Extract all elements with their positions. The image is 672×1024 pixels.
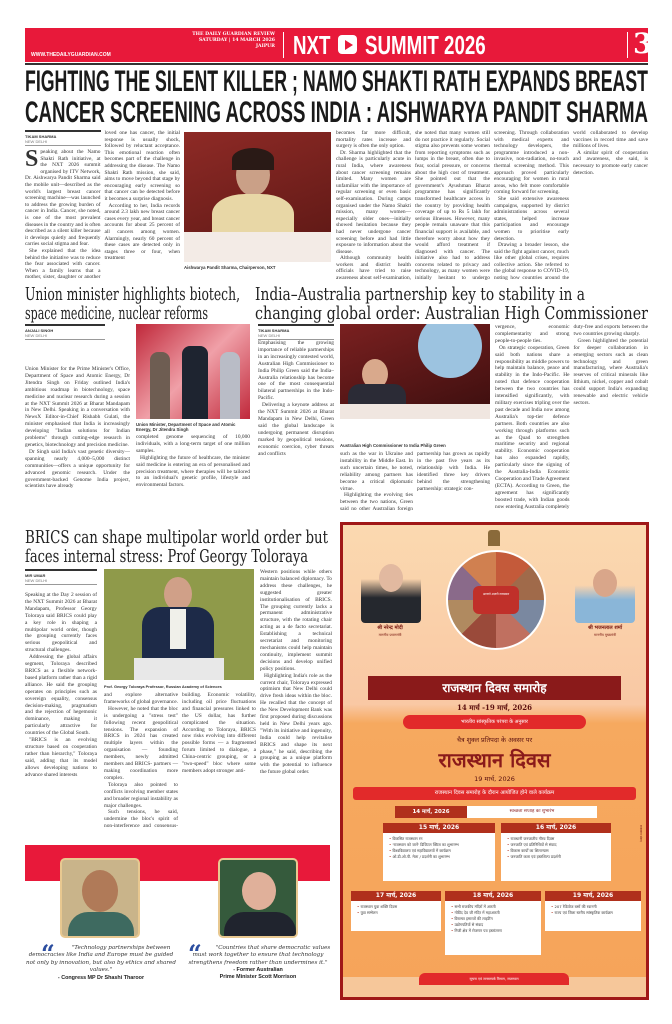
program-item: • जनजाति कला एवं हस्तशिल्प प्रदर्शनी — [507, 854, 605, 860]
rajasthan-diwas-advertisement[interactable] — [340, 522, 649, 1000]
byline — [25, 569, 97, 588]
divider — [627, 32, 628, 58]
paragraph: becomes far more difficult, mortality rates increase and surgery is often the only option. — [336, 130, 411, 150]
photo-caption: Aishwarya Pandit Sharma, Chairperson, NXT — [184, 265, 276, 270]
quote-text: "Countries that share democratic values must work together to ensure that technology strengthens freedom rather than undermines it." — [188, 945, 331, 966]
paragraph: Dr. Sharma highlighted that the challenge is particularly acute in rural India, where awareness about cancer screening remains limited. Many women are unfamiliar with the importance of regular screening or even basic self-examination. During camps organised under the Namo Shakti mission, many women—especially older ones—initially showed hesitation because they had never undergone cancer screening before and had little exposure to information about the disease. — [336, 149, 411, 255]
ad-side-text: राजस्थान संवाद — [639, 825, 643, 842]
australia-body-right — [495, 324, 648, 515]
quote-text: "Technology partnerships between democracies like India and Europe must be guided not only by innovation, but also by ethics and shared values." — [26, 945, 176, 974]
edition-city: JAIPUR — [255, 44, 275, 49]
brics-headline — [25, 528, 330, 566]
ad-tradition-pill: भारतीय सांस्कृतिक परंपरा के अनुसार — [403, 715, 586, 729]
photo-bhajanlal-sharma — [575, 565, 635, 623]
national-emblem-icon — [488, 530, 500, 546]
paragraph: According to her, India records around 2.3 lakh new breast cancer cases every year, and breast cancer accounts for about 25 percent of all cancers among women. Alarmingly, nearly 60 percent of these cases are detected only in stages three or four, when treatment — [104, 202, 180, 262]
byline — [25, 130, 101, 146]
quote-attribution: - Former Australian — [233, 967, 283, 974]
program-item: • 207 रेडियोज बसों की रवानगी — [551, 904, 635, 910]
author: ANJALI SINGH — [25, 328, 54, 333]
program-item: • राज्य एवं जिला स्तरीय सांस्कृतिक कार्यक्रम — [551, 910, 635, 916]
leader-title: माननीय प्रधानमंत्री — [378, 633, 402, 637]
author: TIKAM SHARMA — [258, 328, 290, 333]
masthead-banner — [25, 27, 653, 62]
photo-narendra-modi — [361, 560, 421, 623]
paragraph: Drawing a broader lesson, she said the fight against cancer, much like other global crises, requires collective action. She referred to the global response to COVID-19, noting how countries around the world collaborated to develop vaccines in record time and save millions of lives. — [494, 130, 648, 282]
dateline: NEW DELHI — [25, 333, 105, 340]
australia-body-left — [258, 340, 334, 514]
lead-headline — [25, 66, 648, 128]
headline-line: CANCER SCREENING ACROSS INDIA : AISHWARYA PANDIT SHARMA — [25, 96, 648, 129]
quote-mark-icon: “ — [188, 939, 202, 968]
paragraph: She said extensive awareness campaigns, supported by district administrations across several states, helped increase participation and encourage women to prioritise early detection. — [494, 195, 569, 242]
day-date: 14 मार्च, 2026 — [395, 806, 467, 818]
program-item: • सभी राजकीय मंदिरों में आरती — [451, 904, 535, 910]
play-logo-icon — [338, 35, 357, 54]
quote-attribution: Prime Minister Scott Morrison — [219, 974, 297, 981]
photo-jitendra-singh — [136, 324, 250, 419]
program-day-16 — [501, 823, 611, 881]
paragraph: Speaking at the Day 2 session of the NXT Summit 2026 at Bharat Mandapam, Professor Georgy Toloraya said BRICS could play a key role in shaping a multipolar world order, though the grouping currently faces serious geopolitical and structural challenges. — [25, 592, 97, 654]
brand-summit: SUMMIT 2026 — [365, 30, 486, 60]
photo-caption: Prof. Georgy Toloraya Professor, Russian Academy of Sciences — [104, 684, 222, 689]
ad-big-title: राजस्थान दिवस — [438, 748, 551, 772]
headline-line: Union minister highlights biotech, — [25, 284, 240, 305]
dateline: NEW DELHI — [25, 139, 101, 146]
photo-caption: Union Minister, Department of Space and Atomic Energy, Dr Jitendra Singh — [136, 422, 236, 432]
paragraph: On strategic cooperation, Green said both nations share a responsibility as middle powers to help maintain balance, peace and stability in the Indo-Pacific. He noted that defence cooperation between the two countries has intensified significantly, with military exercises tripling over the past decade and India now among Australia's top-tier defence partners. Both countries are also working through platforms such as the Quad to strengthen maritime security and regional stability. Economic cooperation has also expanded rapidly, particularly since the signing of the Australia-India Economic Cooperation and Trade Agreement (ECTA). According to Green, the agreement has significantly boosted trade, with Indian goods now entering Australia completely duty-free and exports between the two countries growing sharply. — [495, 324, 648, 510]
paragraph: However, he noted that the bloc is undergoing a "stress test" following recent geopolitical tensions. The expansion of BRICS in 2024 has created multiple layers within the organisation — founding members, newly admitted members and BRICS- partners — making coordination more complex. — [104, 705, 178, 781]
program-day-15 — [383, 823, 495, 881]
paragraph: Highlighting the future of healthcare, the minister said medicine is entering an era of personalised and precision treatment, where therapies will be tailored to an individual's genetic profile, lifestyle and environmental factors. — [136, 454, 250, 489]
quote-tharoor — [25, 939, 177, 982]
ad-big-date: 19 मार्च, 2026 — [474, 775, 515, 783]
paragraph: A similar spirit of cooperation and awareness, she said, is necessary to promote early cancer detection. — [573, 149, 648, 176]
headline-line: FIGHTING THE SILENT KILLER ; NAMO SHAKTI RATH EXPANDS BREAST — [25, 65, 648, 98]
byline — [25, 324, 105, 343]
day-event: स्वच्छता सप्ताह का शुभारंभ — [467, 806, 597, 818]
minister-body-below — [136, 434, 250, 514]
paragraph: Delivering a keynote address at the NXT Summit 2026 at Bharat Mandapam in New Delhi, Green said the global landscape is undergoing permanent disruption marked by geopolitical tensions, economic coercion, cyber threats and conflicts — [258, 402, 334, 457]
paragraph: She explained that the idea behind the initiative was to reduce the fear associated with cancer. When a family learns that a mother, sister, daughter or another loved one has cancer, the initial response is usually shock, followed by reluctant acceptance. This emotional reaction often becomes part of the challenge in addressing the disease. The Namo Shakti Rath mission, she said, aims to move beyond that stage by encouraging early screening so that cancer can be detected before it becomes a surprise diagnosis. — [25, 130, 180, 281]
minister-headline — [25, 285, 240, 323]
program-item: • राजधानी जनजातीय गौरव दिवस — [507, 836, 605, 842]
paragraph: vergence, economic complementarity and strong people-to-people ties. — [495, 324, 570, 344]
ad-occasion: चैत्र शुक्ल प्रतिपदा के अवसर पर — [456, 736, 533, 744]
brics-body-below — [104, 692, 256, 832]
paragraph: such as the war in Ukraine and instability in the Middle East. In such uncertain times, he noted, reliability among partners has become a critical diplomatic virtue. — [340, 451, 413, 492]
photo-georgy-toloraya — [104, 569, 254, 680]
paragraph: Emphasising the growing importance of reliable partnerships in an increasingly contested world, Australian High Commissioner to India Philip Green said the India–Australia relationship has become one of the most consequential bilateral partnerships in the Indo-Pacific. — [258, 340, 334, 402]
leader-name: श्री नरेन्द्र मोदी — [377, 625, 403, 631]
day-date: 15 मार्च, 2026 — [383, 823, 495, 833]
paragraph: Union Minister for the Prime Minister's Office, Department of Space and Atomic Energy, Dr Jitendra Singh on Friday outlined India's ambitious roadmap in biotechnology, space medicine and nuclear research during a session at the NXT Summit 2026 at Bharat Mandapam in New Delhi. Speaking in a conversation with NewsX Editor-in-Chief Rishabh Gulati, the minister emphasised that India is increasingly developing "Indian solutions for Indian problems" through cutting-edge research in genetics, biotechnology and precision medicine. — [25, 366, 130, 448]
paragraph: Highlighting the evolving ties between the two nations, Green said no other Australian foreign partnership has grown as rapidly in the past five years as its relationship with India. He identified three key drivers behind the strengthening partnership: strategic con- — [340, 451, 490, 513]
dateline: NEW DELHI — [25, 578, 97, 585]
program-item: • 'राजस्थान को जानें' डिजिटल क्विज का शुभारम्भ — [389, 842, 489, 848]
brics-body-left — [25, 592, 97, 832]
program-item: • ओ.डी.ओ.पी. मेला / प्रदर्शनी का शुभारम्भ — [389, 854, 489, 860]
day-date: 17 मार्च, 2026 — [351, 891, 441, 901]
photo-caption: Australian High Commissioner to India Philip Green — [340, 443, 446, 448]
dateline: NEW DELHI — [258, 333, 334, 340]
edition-date: SATURDAY | 14 MARCH 2026 — [198, 38, 275, 43]
leader-title: माननीय मुख्यमंत्री — [593, 633, 617, 637]
program-item: • युवा सम्मेलन — [357, 910, 435, 916]
rajasthan-collage-wheel — [446, 550, 546, 650]
australia-headline — [255, 285, 648, 323]
program-item: • विकास कार्यों का शिलान्यास — [507, 848, 605, 854]
day-date: 18 मार्च, 2026 — [445, 891, 541, 901]
program-item: • जनजाति एवं प्रतिनिधियों से संवाद — [507, 842, 605, 848]
paragraph: Speaking about the Namo Shakti Rath initiative, at the NXT 2026 summit organised by ITV Network, Dr. Aishwarya Pandit Sharma said the mobile unit—described as the world's largest breast cancer screening machine—was launched to address the growing burden of cancer in India. Cancer, she noted, is one of the most prevalent diseases in the country and is often described as a silent killer because it develops quietly and frequently carries social stigma and fear. — [25, 146, 101, 248]
headline-line: faces internal stress: Prof Georgy Toloraya — [25, 546, 308, 567]
paragraph: "BRICS is an evolving structure based on cooperation rather than hierarchy," Toloraya said, adding that its model allows developing nations to advance shared interests — [25, 737, 97, 778]
photo-shashi-tharoor — [60, 858, 140, 938]
paragraph: Highlighting India's role as the current chair, Toloraya expressed optimism that New Delhi could drive fresh ideas within the bloc. He recalled that the concept of the New Development Bank was first proposed during discussions held in New Delhi years ago. "With its initiative and ingenuity, India could help revitalise BRICS and shape its next phase," he said, describing the grouping as a unique platform with the potential to influence the future global order. — [260, 672, 332, 776]
paragraph: Although community health workers and district health officials have tried to raise awareness about self-examination, she noted that many women still do not practice it regularly. Social stigma also prevents some women from reporting symptoms such as lumps in the breast, often due to fear, social pressure, or concerns about the high cost of treatment. She pointed out that the government's Ayushman Bharat programme has significantly transformed healthcare access in the country by providing health coverage of up to Rs 5 lakh for serious illnesses. However, many people remain unaware that this financial support is available, and therefore worry about how they would afford treatment if diagnosed with cancer. The initiative also had to address concerns related to privacy and technology, as many women were initially hesitant to undergo screening. Through collaboration with medical experts and technology developers, the programme introduced a non-invasive, non-radiation, no-touch thermal screening method. This approach proved particularly encouraging for women in rural areas, who felt more comfortable coming forward for screening. — [336, 130, 569, 282]
brics-body-right — [260, 569, 332, 832]
paragraph: Green highlighted the potential for deeper collaboration in emerging sectors such as clean technology and green manufacturing, where Australia's reserves of critical minerals like lithium, nickel, copper and cobalt could support India's expanding renewable and electric vehicle sectors. — [573, 337, 648, 406]
paragraph: Toloraya also pointed to conflicts involving member states and broader regional instability as major challenges. — [104, 781, 178, 809]
leader-name: श्री भजनलाल शर्मा — [587, 625, 623, 631]
quote-attribution: - Congress MP Dr Shashi Tharoor — [57, 974, 145, 981]
photo-scott-morrison — [218, 858, 298, 938]
program-day-17 — [351, 891, 441, 931]
day-date: 16 मार्च, 2026 — [501, 823, 611, 833]
day-date: 19 मार्च, 2026 — [545, 891, 641, 901]
quote-morrison — [182, 939, 334, 981]
paragraph: Western positions while others maintain balanced diplomacy. To address these challenges, he suggested greater institutionalisation of BRICS. The grouping currently lacks a permanent administrative structure, with the rotating chair acting as a de facto secretariat. Establishing a technical secretariat and monitoring mechanisms could help maintain continuity, implement summit decisions and develop unified policy positions. — [260, 569, 332, 672]
ad-footer: सूचना एवं जनसम्पर्क विभाग, राजस्थान — [419, 973, 569, 985]
program-item: • निजी क्षेत्र में रोजगार पत्र हस्तांतरण — [451, 928, 535, 934]
brand-nxt: NXT — [293, 30, 331, 60]
headline-line: BRICS can shape multipolar world order but — [25, 527, 328, 548]
ad-programs-banner: राजस्थान दिवस समारोह के दौरान आयोजित होने वाले कार्यक्रम — [353, 787, 636, 800]
headline-line: changing global order: Australian High Commissioner — [255, 303, 648, 324]
program-item: • उद्योगपतियों से संवाद — [451, 922, 535, 928]
edition-info — [192, 32, 275, 50]
paragraph: and explore alternative frameworks of global governance. — [104, 692, 178, 705]
headline-line: space medicine, nuclear reforms — [25, 303, 208, 324]
paragraph: completed genome sequencing of 10,000 individuals, with a long-term target of one million samples. — [136, 434, 250, 454]
program-item: • विकसित राजस्थान रन — [389, 836, 489, 842]
lead-body-left — [25, 130, 180, 284]
program-item: • राजस्थान युवा शक्ति दिवस — [357, 904, 435, 910]
author: MIR UMAR — [25, 573, 46, 578]
lead-body-right — [336, 130, 648, 284]
wheel-center-label: आपणो अग्रणी राजस्थान — [473, 586, 519, 614]
program-item: • गोविंद देव जी मंदिर में महाआरती — [451, 910, 535, 916]
ad-dates: 14 मार्च -19 मार्च, 2026 — [457, 703, 532, 712]
minister-body-left — [25, 366, 130, 514]
page-number: 3 — [633, 27, 653, 60]
program-item: • विरासत इमारतों की लाइटिंग — [451, 916, 535, 922]
program-day-19 — [545, 891, 641, 931]
quote-mark-icon: “ — [41, 939, 55, 968]
author: TIKAM SHARMA — [25, 134, 57, 139]
headline-line: India–Australia partnership key to stability in a — [255, 284, 585, 305]
photo-philip-green — [340, 324, 490, 419]
divider — [283, 32, 284, 58]
ad-title: राजस्थान दिवस समारोह — [368, 676, 621, 700]
paragraph: Addressing the global affairs segment, Toloraya described BRICS as a flexible network-based platform rather than a rigid alliance. He said the grouping operates on principles such as sovereign equality, consensus decision-making, pragmatism and the rejection of hegemonic dominance, making it particularly attractive for countries of the Global South. — [25, 654, 97, 737]
program-day-18 — [445, 891, 541, 955]
website-url[interactable]: WWW.THEDAILYGUARDIAN.COM — [31, 52, 111, 58]
paragraph: Such tensions, he said, undermine the bloc's spirit of non-interference and consensus-building. Economic volatility, including oil price fluctuations and financial pressures linked to the US dollar, has further complicated the situation. According to Toloraya, BRICS now risks evolving into different possible forms — a fragmented forum limited to dialogue, a China-centric grouping, or a "two-speed" bloc where some members adopt stronger anti- — [104, 692, 256, 830]
australia-body-below — [340, 451, 490, 515]
program-item: • विश्वविद्यालय एवं महाविद्यालयों में कार्यक्रम — [389, 848, 489, 854]
photo-aishwarya-sharma — [184, 132, 331, 262]
publication-name: THE DAILY GUARDIAN REVIEW — [192, 32, 275, 37]
paragraph: Dr Singh said India's vast genetic diversity—spanning nearly 4,000–5,000 distinct communities—offers a unique opportunity for advanced genomic research. Under the government-backed Genome India project, scientists have already — [25, 448, 130, 490]
